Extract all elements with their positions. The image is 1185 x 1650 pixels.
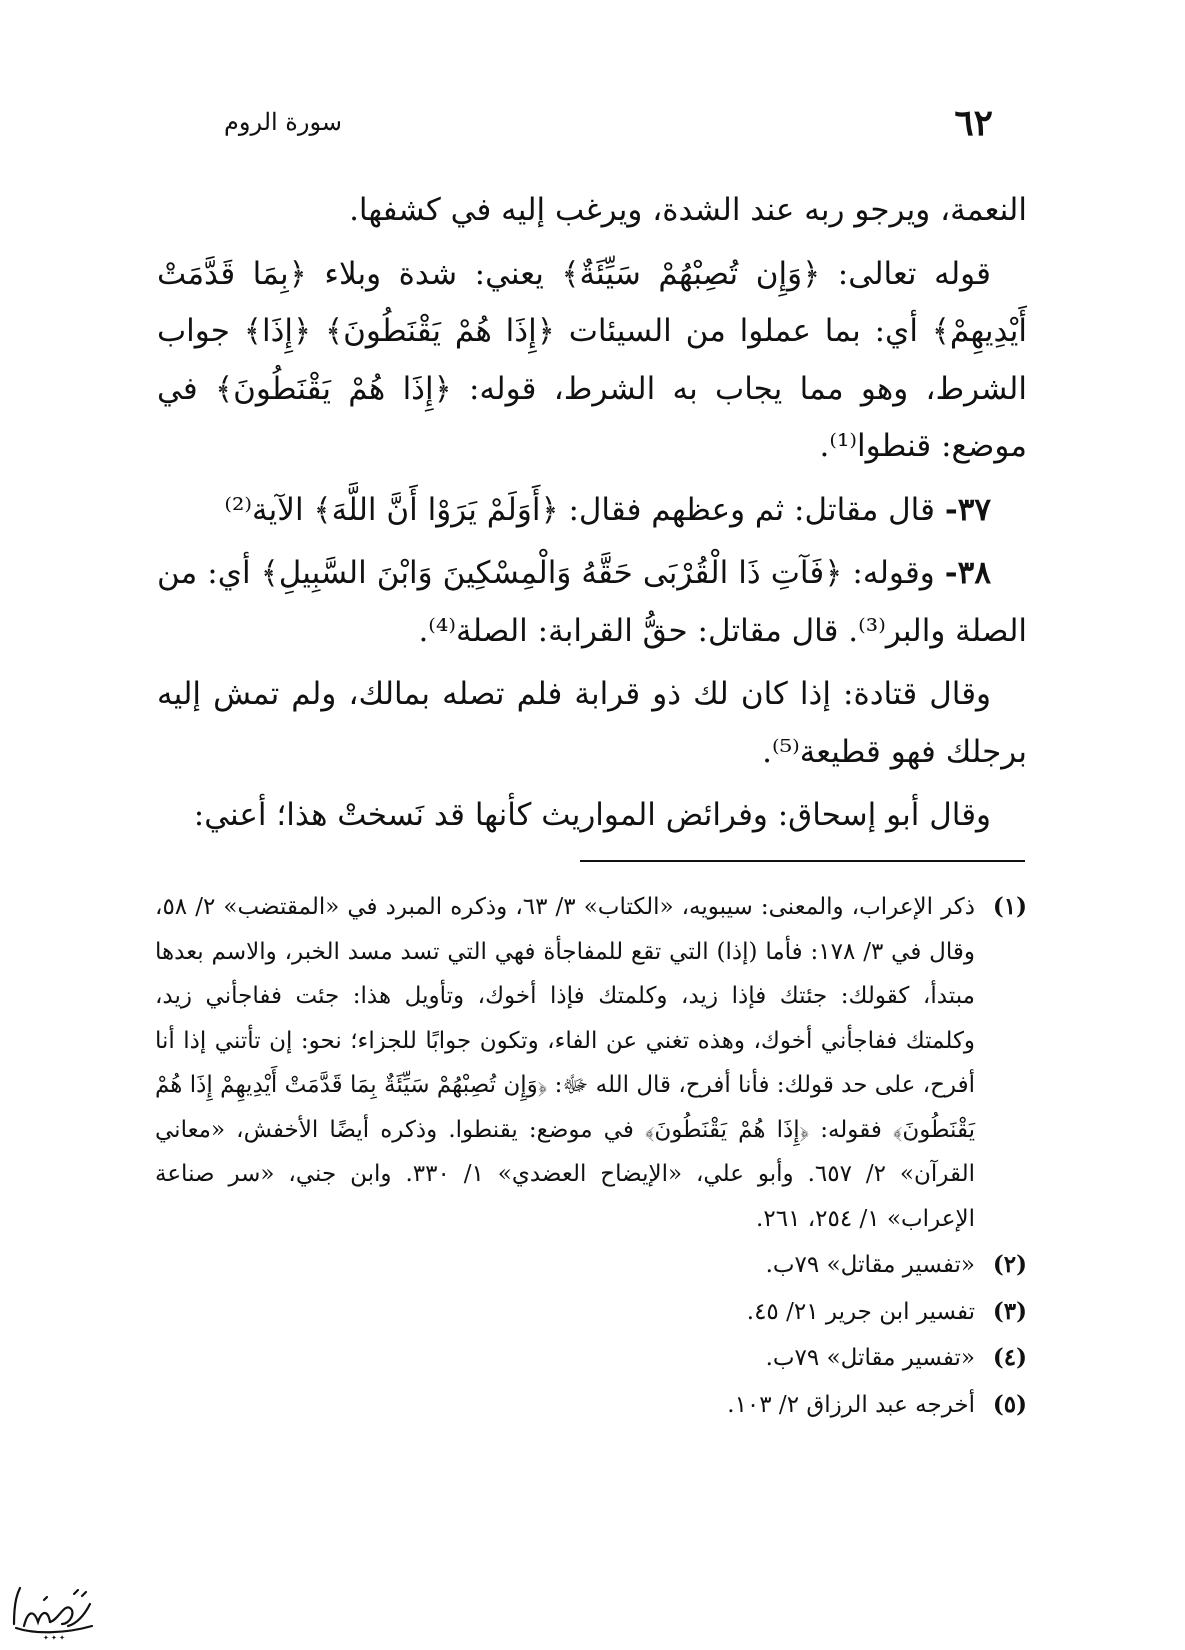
footnote-number: (٢) <box>992 1251 1027 1278</box>
running-header-title: سورة الروم <box>224 108 342 136</box>
page-number: ٦٢ <box>954 102 993 144</box>
paragraph-4-text: وقوله: ﴿فَآتِ ذَا الْقُرْبَى حَقَّهُ وَالْمِسْكِينَ وَابْنَ السَّبِيلِ﴾ أي: من الصلة والبر⁽³⁾. قال مقاتل: حقُّ القرابة: الصلة⁽⁴⁾. <box>157 555 1027 649</box>
footnote-1 <box>155 885 1027 1241</box>
footnote-divider <box>580 860 1025 862</box>
footnotes <box>155 885 1027 1429</box>
paragraph-5: وقال قتادة: إذا كان لك ذو قرابة فلم تصله بمالك، ولم تمش إليه برجلك فهو قطيعة⁽⁵⁾. <box>157 676 1027 770</box>
footnote-5 <box>155 1383 1027 1428</box>
paragraph-6: وقال أبو إسحاق: وفرائض المواريث كأنها قد نَسختْ هذا؛ أعني: <box>193 797 991 833</box>
paragraph-3-text: قال مقاتل: ثم وعظهم فقال: ﴿أَوَلَمْ يَرَوْا أَنَّ اللَّهَ﴾ الآية⁽²⁾ <box>224 491 935 528</box>
footnote-text: أخرجه عبد الرزاق ٢/ ١٠٣. <box>727 1391 975 1418</box>
svg-text:✦ ✦ ✦: ✦ ✦ ✦ <box>42 1634 66 1642</box>
footnote-number: (٣) <box>992 1297 1027 1325</box>
footnote-number: (١) <box>992 893 1027 920</box>
verse-number-38: ٣٨- <box>944 555 991 591</box>
paragraph-1: النعمة، ويرجو ربه عند الشدة، ويرغب إليه في كشفها. <box>349 192 1027 228</box>
footnote-3 <box>155 1290 1027 1335</box>
paragraph-4 <box>157 545 1027 660</box>
footnote-number: (٥) <box>992 1390 1027 1418</box>
footnote-text: تفسير ابن جرير ٢١/ ٤٥. <box>746 1298 975 1325</box>
paragraph-2: قوله تعالى: ﴿وَإِن تُصِبْهُمْ سَيِّئَةٌ﴾ يعني: شدة وبلاء ﴿بِمَا قَدَّمَتْ أَيْدِيهِمْ﴾ أي: بما عملوا من السيئات ﴿إِذَا هُمْ يَقْنَطُونَ﴾ ﴿إِذَا﴾ جواب الشرط، وهو مما يجاب به الشرط، قوله: ﴿إِذَا هُمْ يَقْنَطُونَ﴾ في موضع: قنطوا⁽¹⁾. <box>157 255 1027 464</box>
calligraphy-logo-icon <box>4 1580 100 1642</box>
footnote-number: (٤) <box>992 1344 1027 1371</box>
footnote-text: «تفسير مقاتل» ٧٩ب. <box>765 1345 975 1371</box>
paragraph-3 <box>157 482 1027 540</box>
footnote-text: ذكر الإعراب، والمعنى: سيبويه، «الكتاب» ٣/ ٦٣، وذكره المبرد في «المقتضب» ٢/ ٥٨، وقال في ٣/ ١٧٨: فأما (إذا) التي تقع للمفاجأة فهي التي تسد مسد الخبر، والاسم بعدها مبتدأ، كقولك: جئتك فإذا زيد، وكلمتك فإذا أخوك، وتأويل هذا: جئت ففاجأني زيد، وكلمتك ففاجأني أخوك، وهذه تغني عن الفاء، وتكون جوابًا للجزاء؛ نحو: إن تأتني إذا أنا أفرح، على حد قولك: فأنا أفرح، قال الله ﷻ: ﴿وَإِن تُصِبْهُمْ سَيِّئَةٌ بِمَا قَدَّمَتْ أَيْدِيهِمْ إِذَا هُمْ يَقْنَطُونَ﴾ فقوله: ﴿إِذَا هُمْ يَقْنَطُونَ﴾ في موضع: يقنطوا. وذكره أيضًا الأخفش، «معاني القرآن» ٢/ ٦٥٧. وأبو علي، «الإيضاح العضدي» ١/ ٣٣٠. وابن جني، «سر صناعة الإعراب» ١/ ٢٥٤، ٢٦١. <box>155 894 976 1232</box>
verse-number-37: ٣٧- <box>944 491 991 528</box>
footnote-text: «تفسير مقاتل» ٧٩ب. <box>765 1252 975 1278</box>
footnote-2 <box>155 1243 1027 1288</box>
footnote-4 <box>155 1336 1027 1381</box>
main-text <box>157 182 1027 851</box>
